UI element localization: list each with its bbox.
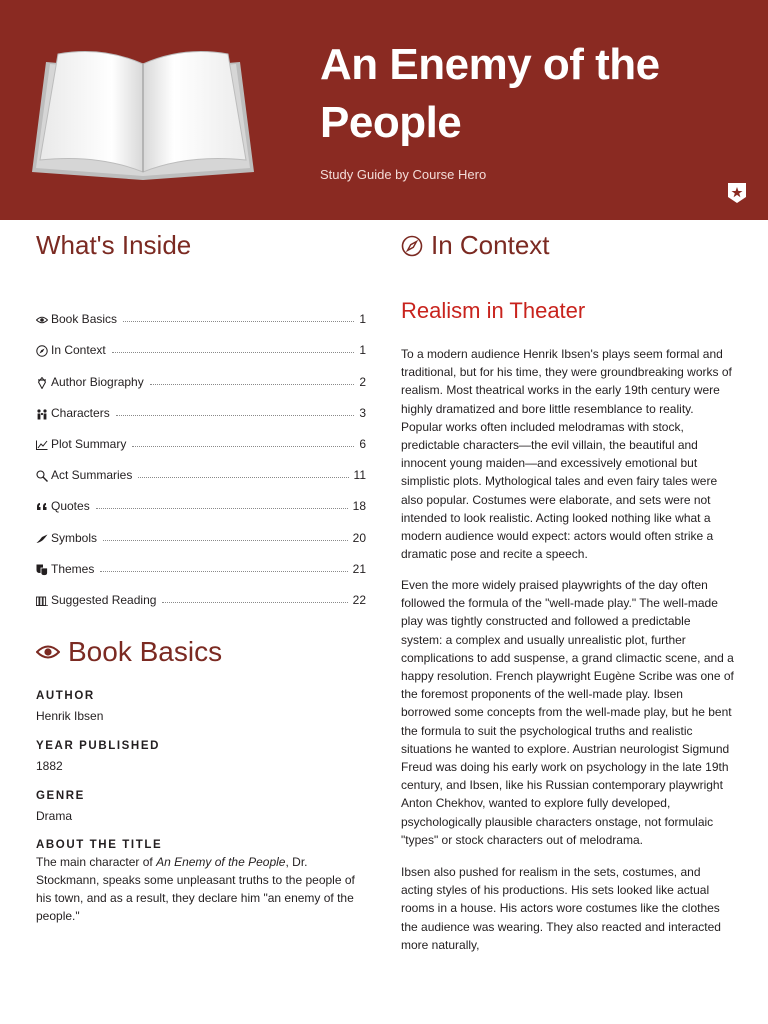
author-value: Henrik Ibsen	[36, 709, 104, 723]
toc-leader	[103, 540, 348, 541]
toc-label: Plot Summary	[51, 436, 127, 451]
compass-icon	[401, 235, 423, 257]
toc-page-number: 11	[353, 468, 366, 483]
toc-label: Quotes	[51, 499, 90, 514]
toc-label: Author Biography	[51, 374, 144, 389]
year-block	[36, 740, 368, 773]
toc-item-book-basics[interactable]	[36, 295, 366, 326]
book-basics-title: Book Basics	[68, 636, 223, 667]
genre-label: GENRE	[36, 790, 85, 802]
author-block	[36, 690, 368, 723]
toc-leader	[116, 415, 355, 416]
toc-page-number: 1	[359, 312, 366, 327]
symbol-bird-icon	[36, 533, 48, 545]
toc-label: Book Basics	[51, 312, 118, 327]
toc-item-quotes[interactable]	[36, 482, 366, 513]
toc-page-number: 3	[359, 405, 366, 420]
toc-item-themes[interactable]	[36, 545, 366, 576]
characters-icon	[36, 408, 48, 420]
genre-block	[36, 790, 368, 823]
toc-item-characters[interactable]	[36, 389, 366, 420]
header-banner	[0, 0, 768, 220]
toc-page-number: 2	[359, 374, 366, 389]
body-paragraph: Ibsen also pushed for realism in the sets, costumes, and acting styles of his productions. His sets looked like actual rooms in a house. His actors wore costumes like the clothes the audience was wearing. They also reacted and interacted more naturally,	[401, 865, 721, 952]
table-of-contents	[36, 295, 366, 607]
toc-page-number: 22	[352, 592, 366, 607]
toc-item-author-biography[interactable]	[36, 357, 366, 388]
toc-leader	[162, 602, 347, 603]
toc-leader	[138, 477, 348, 478]
study-guide-subtitle: Study Guide by Course Hero	[320, 167, 487, 182]
eye-icon	[36, 644, 60, 660]
toc-page-number: 18	[352, 499, 366, 514]
about-title-text-part: , Dr. Stockmann, speaks some unpleasant truths to the people of his town, and as a result, they declare him "an enemy of the people."	[36, 855, 355, 923]
about-title-book-name: An Enemy of the People	[156, 855, 286, 869]
author-label: AUTHOR	[36, 690, 95, 702]
toc-leader	[96, 508, 348, 509]
toc-leader	[132, 446, 354, 447]
toc-page-number: 1	[359, 343, 366, 358]
toc-label: In Context	[51, 343, 106, 358]
book-basics-heading	[36, 636, 222, 668]
masks-icon	[36, 564, 48, 576]
toc-label: Symbols	[51, 530, 98, 545]
toc-label: Themes	[51, 561, 95, 576]
year-value: 1882	[36, 759, 63, 773]
toc-leader	[123, 321, 354, 322]
plot-chart-icon	[36, 439, 48, 451]
toc-item-act-summaries[interactable]	[36, 451, 366, 482]
toc-leader	[100, 571, 347, 572]
book-title: An Enemy of the People	[320, 40, 660, 147]
toc-item-in-context[interactable]	[36, 326, 366, 357]
in-context-title: In Context	[431, 230, 550, 260]
body-paragraph: To a modern audience Henrik Ibsen's plays seem formal and traditional, but for his time, they were groundbreaking works of realism. Most theatrical works in the early 19th century were highly dramatized and bore little resemblance to reality. Popular works often included melodramas with stock, predictable characters—the evil villain, the beautiful and innocent young maiden—and excessively emotional but simplistic plots. Mythological tales and even fairy tales were also popular. Costumes were elaborate, and sets were not intended to look realistic. Acting looked nothing like what a modern audience would expect: actors would often strike a dramatic pose and recite a speech.	[401, 347, 732, 562]
toc-page-number: 20	[352, 530, 366, 545]
toc-page-number: 21	[352, 561, 366, 576]
year-label: YEAR PUBLISHED	[36, 740, 160, 752]
open-book-icon	[28, 40, 258, 190]
in-context-heading	[401, 230, 550, 261]
toc-label: Characters	[51, 405, 110, 420]
about-title-block	[36, 839, 368, 925]
about-title-label: ABOUT THE TITLE	[36, 839, 163, 851]
quote-icon	[36, 501, 48, 513]
toc-item-plot-summary[interactable]	[36, 420, 366, 451]
realism-section-title: Realism in Theater	[401, 298, 586, 323]
toc-item-symbols[interactable]	[36, 513, 366, 544]
toc-label: Act Summaries	[51, 468, 133, 483]
about-title-text-part: The main character of	[36, 855, 157, 869]
compass-icon	[36, 345, 48, 357]
eye-icon	[36, 314, 48, 326]
course-hero-logo-icon	[728, 183, 746, 203]
books-icon	[36, 595, 48, 607]
toc-item-suggested-reading[interactable]	[36, 576, 366, 607]
about-title-text	[36, 853, 368, 925]
author-pen-icon	[36, 377, 48, 389]
toc-page-number: 6	[359, 436, 366, 451]
body-paragraph: Even the more widely praised playwrights of the day often followed the formula of the "well-made play." The well-made play was tightly constructed and followed a predictable system: a complex and usually unrealistic plot, further complications to add suspense, a grand climactic scene, and a happy resolution. French playwright Eugène Scribe was one of the foremost proponents of the well-made play. Ibsen borrowed some concepts from the well-made play, but he bent the formula to suit the psychological truths and realistic situations he wanted to explore. Austrian neurologist Sigmund Freud was doing his early work on psychology in the late 19th century, and Ibsen, like his Russian contemporary playwright Anton Chekhov, wanted to explore fully developed, psychologically plausible characters onstage, not formulaic "types" or stock characters out of melodrama.	[401, 578, 734, 847]
magnifier-icon	[36, 470, 48, 482]
toc-label: Suggested Reading	[51, 592, 157, 607]
genre-value: Drama	[36, 809, 73, 823]
toc-leader	[150, 384, 355, 385]
whats-inside-heading: What's Inside	[36, 230, 192, 260]
toc-leader	[112, 352, 355, 353]
